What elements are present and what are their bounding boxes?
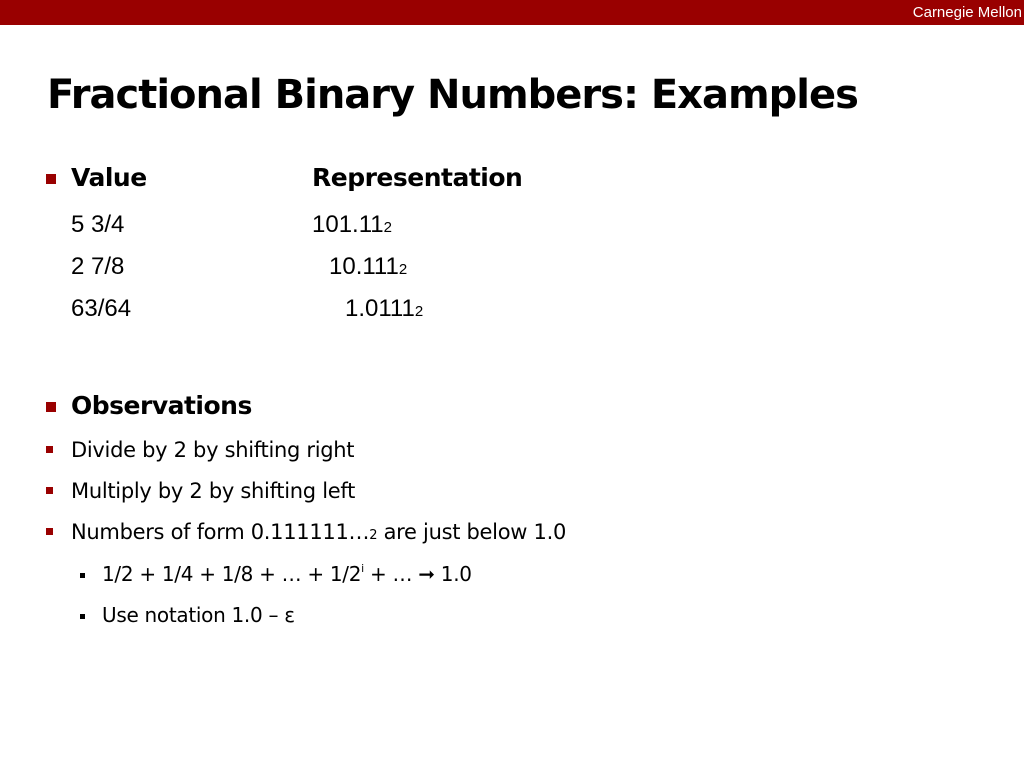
bullet-square-icon	[46, 402, 56, 412]
brand-label: Carnegie Mellon	[912, 4, 1022, 21]
sub-list-item: Use notation 1.0 – ε	[102, 603, 295, 627]
base-subscript: 2	[369, 528, 378, 543]
exponent-superscript: i	[361, 562, 364, 575]
header-bar	[0, 0, 1024, 25]
column-header-representation: Representation	[312, 163, 523, 192]
bullet-square-icon	[46, 174, 56, 184]
list-item: Divide by 2 by shifting right	[71, 438, 355, 462]
table-row-representation: 10.1112	[329, 253, 408, 280]
base-subscript: 2	[414, 303, 424, 320]
bullet-square-icon	[46, 446, 53, 453]
bullet-square-icon	[80, 573, 85, 578]
table-row-value: 63/64	[71, 295, 132, 322]
bullet-square-icon	[46, 528, 53, 535]
arrow-right-icon: ➞	[418, 562, 435, 586]
table-row-value: 5 3/4	[71, 211, 125, 238]
base-subscript: 2	[398, 261, 408, 278]
table-row-value: 2 7/8	[71, 253, 125, 280]
bullet-square-icon	[80, 614, 85, 619]
table-row-representation: 101.112	[312, 211, 392, 238]
bullet-square-icon	[46, 487, 53, 494]
list-item: Numbers of form 0.111111…2 are just below 1.0	[71, 520, 567, 544]
base-subscript: 2	[383, 219, 392, 236]
observations-heading: Observations	[71, 391, 252, 420]
list-item: Multiply by 2 by shifting left	[71, 479, 356, 503]
column-header-value: Value	[71, 163, 147, 192]
sub-list-item: 1/2 + 1/4 + 1/8 + … + $1/2^i$ + … ➞ 1.0	[102, 562, 472, 586]
slide-title: Fractional Binary Numbers: Examples	[47, 72, 858, 118]
table-row-representation: 1.01112	[345, 295, 424, 322]
